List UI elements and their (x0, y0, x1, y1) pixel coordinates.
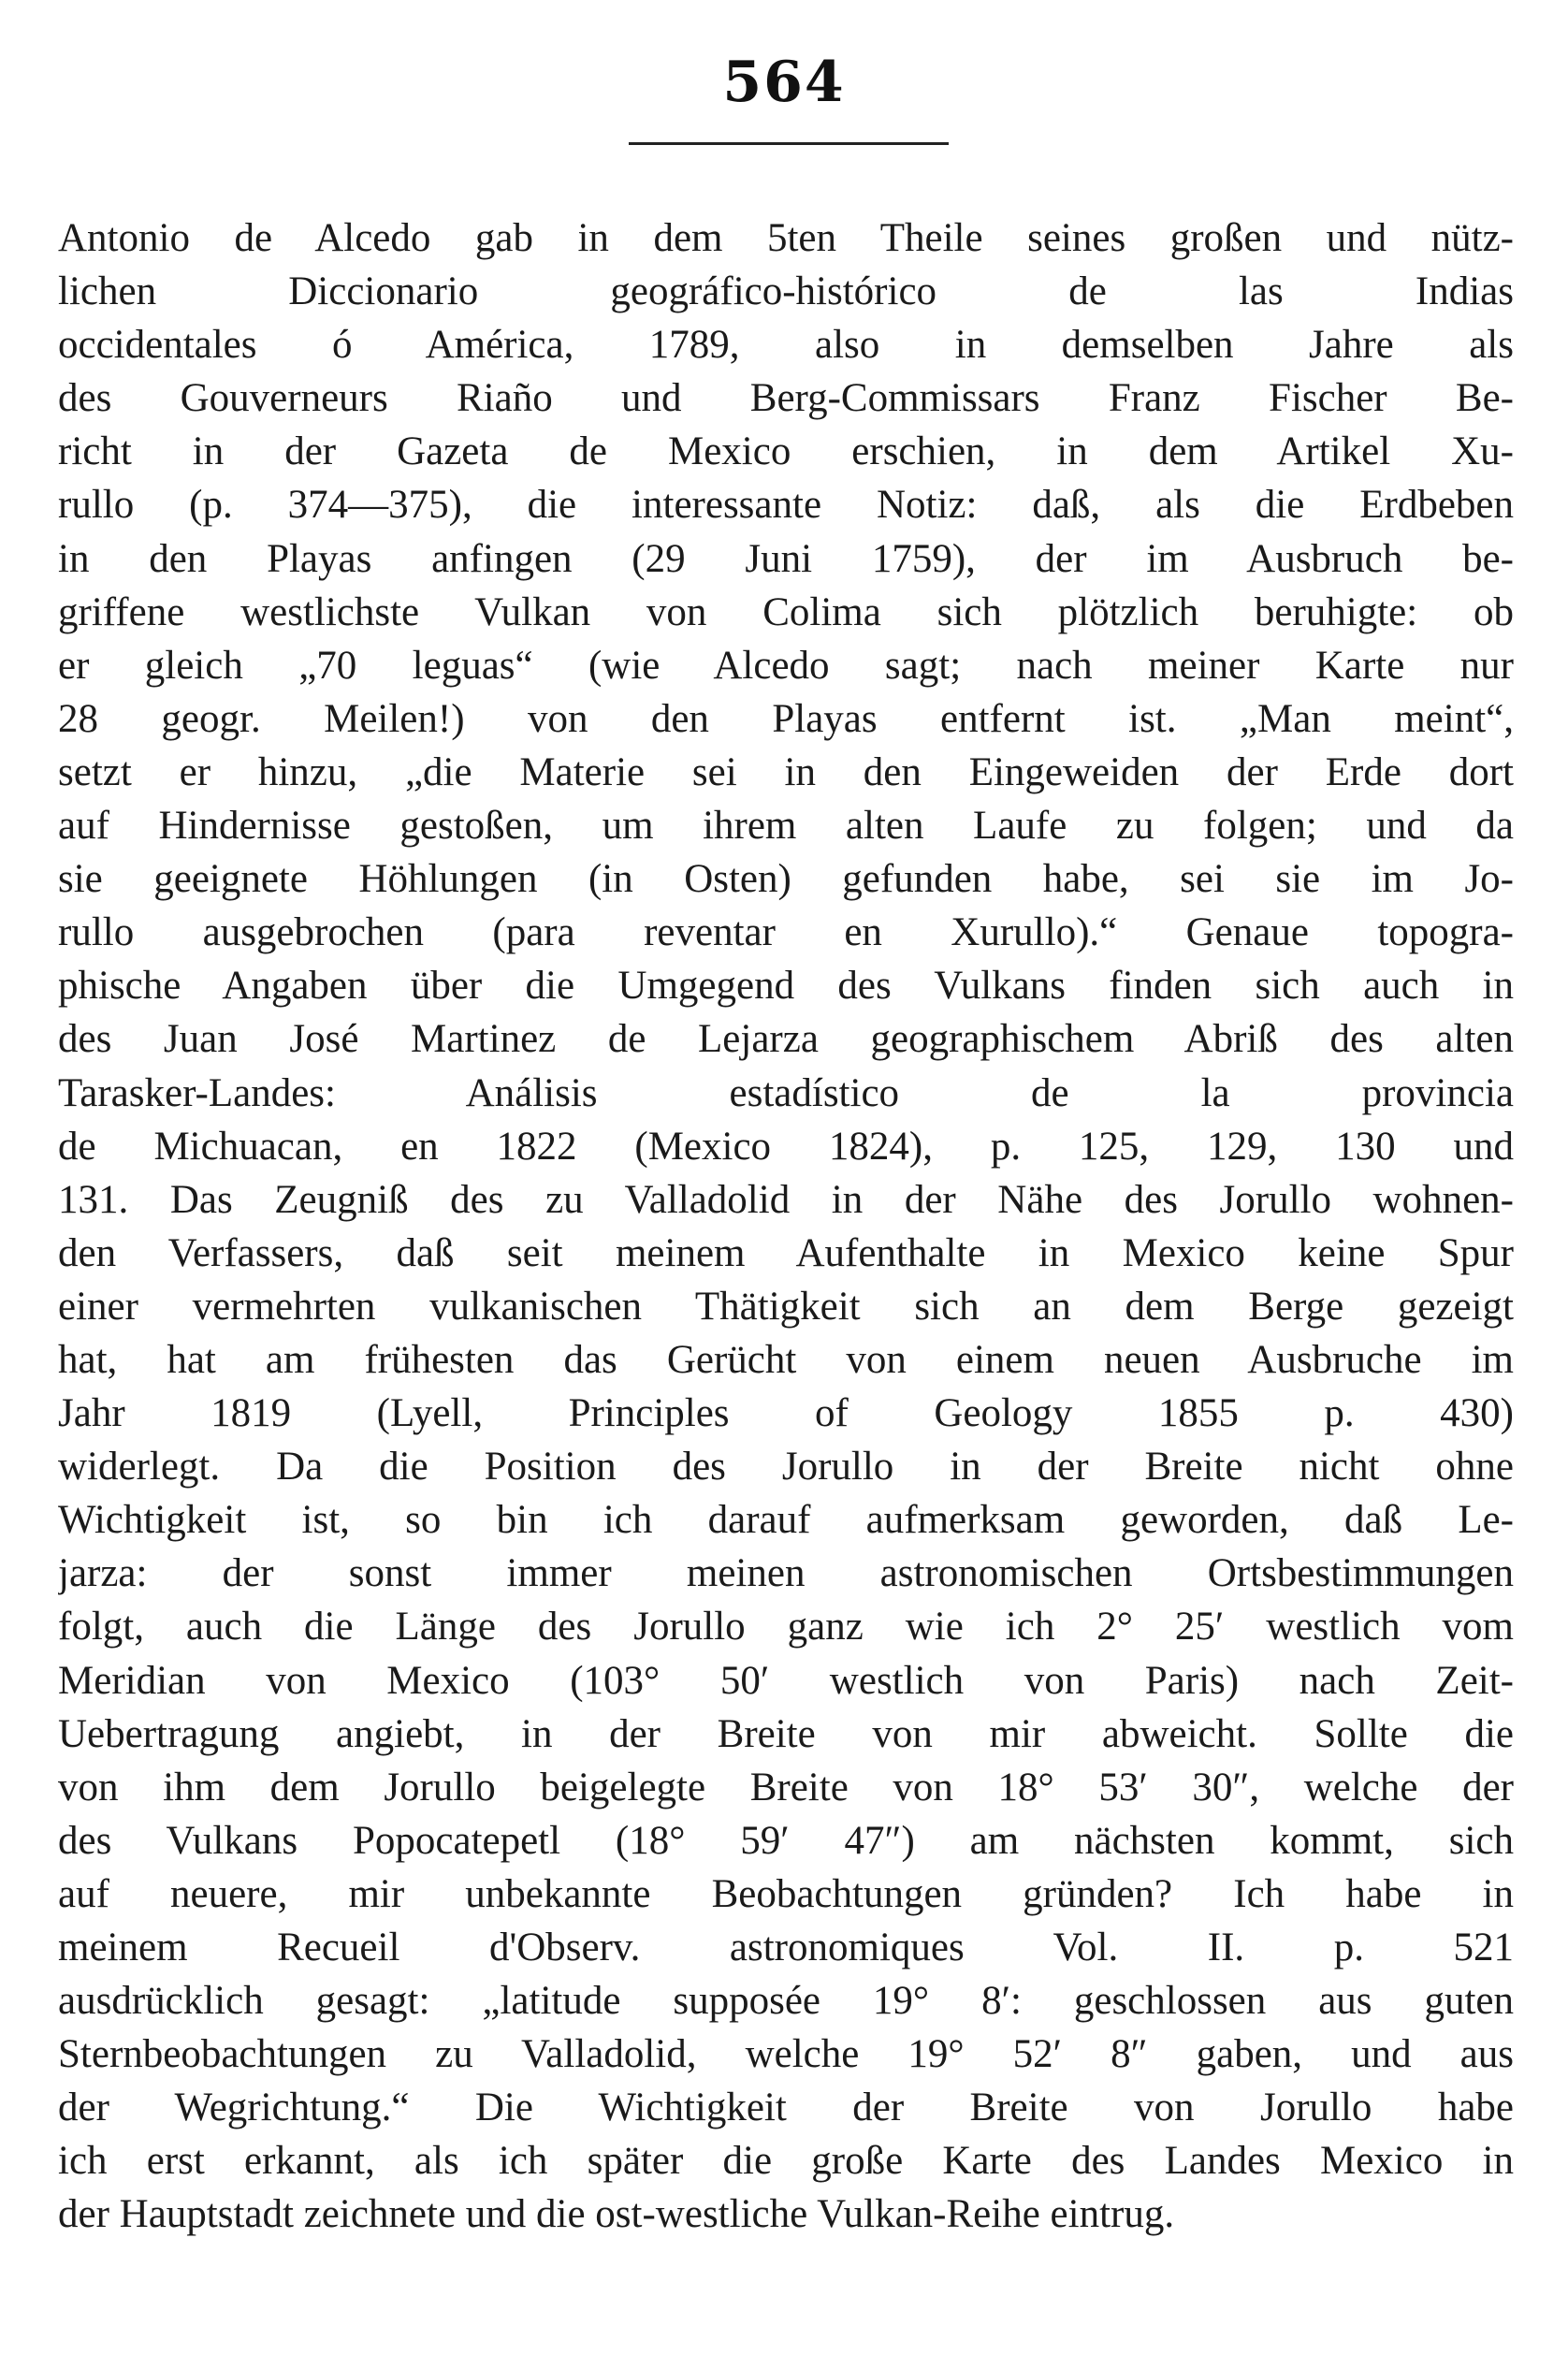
text-line: 131. Das Zeugniß des zu Valladolid in der Nähe des Jorullo wohnen- (58, 1177, 1514, 1222)
text-line: Uebertragung angiebt, in der Breite von mir abweicht. Sollte die (58, 1711, 1514, 1756)
text-line: lichen Diccionario geográfico-histórico de las Indias (58, 269, 1514, 314)
text-line: Tarasker-Landes: Análisis estadístico de la provincia (58, 1070, 1514, 1115)
text-line: jarza: der sonst immer meinen astronomischen Ortsbestimmungen (58, 1551, 1514, 1596)
text-line: Sternbeobachtungen zu Valladolid, welche 19° 52′ 8″ gaben, und aus (58, 2032, 1514, 2077)
text-line: von ihm dem Jorullo beigelegte Breite von 18° 53′ 30″, welche der (58, 1765, 1514, 1809)
text-line: des Gouverneurs Riaño und Berg-Commissars Franz Fischer Be- (58, 376, 1514, 421)
text-line: ich erst erkannt, als ich später die große Karte des Landes Mexico in (58, 2139, 1514, 2184)
text-line: rullo ausgebrochen (para reventar en Xurullo).“ Genaue topogra- (58, 910, 1514, 955)
text-line: in den Playas anfingen (29 Juni 1759), der im Ausbruch be- (58, 536, 1514, 581)
text-line: Jahr 1819 (Lyell, Principles of Geology 1855 p. 430) (58, 1391, 1514, 1436)
header-rule (629, 142, 949, 145)
text-line: des Juan José Martinez de Lejarza geographischem Abriß des alten (58, 1017, 1514, 1062)
text-line: rullo (p. 374—375), die interessante Notiz: daß, als die Erdbeben (58, 483, 1514, 528)
text-line: meinem Recueil d'Observ. astronomiques Vol. II. p. 521 (58, 1926, 1514, 1969)
text-line: Wichtigkeit ist, so bin ich darauf aufmerksam geworden, daß Le- (58, 1498, 1514, 1543)
page-number: 564 (722, 50, 846, 115)
text-line: occidentales ó América, 1789, also in demselben Jahre als (58, 323, 1514, 368)
text-line: auf Hindernisse gestoßen, um ihrem alten Laufe zu folgen; und da (58, 804, 1514, 849)
text-line: des Vulkans Popocatepetl (18° 59′ 47″) am nächsten kommt, sich (58, 1818, 1514, 1863)
text-line: richt in der Gazeta de Mexico erschien, in dem Artikel Xu- (58, 429, 1514, 474)
text-line: hat, hat am frühesten das Gerücht von einem neuen Ausbruche im (58, 1337, 1514, 1382)
text-line: auf neuere, mir unbekannte Beobachtungen gründen? Ich habe in (58, 1871, 1514, 1916)
text-line: den Verfassers, daß seit meinem Aufenthalte in Mexico keine Spur (58, 1230, 1514, 1275)
text-line: griffene westlichste Vulkan von Colima sich plötzlich beruhigte: ob (58, 589, 1514, 634)
text-line: folgt, auch die Länge des Jorullo ganz wie ich 2° 25′ westlich vom (58, 1605, 1514, 1650)
text-line: Meridian von Mexico (103° 50′ westlich von Paris) nach Zeit- (58, 1658, 1514, 1703)
text-line: 28 geogr. Meilen!) von den Playas entfernt ist. „Man meint“, (58, 696, 1514, 741)
text-line: de Michuacan, en 1822 (Mexico 1824), p. 125, 129, 130 und (58, 1124, 1514, 1169)
text-line: ausdrücklich gesagt: „latitude supposée 19° 8′: geschlossen aus guten (58, 1979, 1514, 2024)
text-line: widerlegt. Da die Position des Jorullo in der Breite nicht ohne (58, 1445, 1514, 1490)
body-text (58, 211, 1514, 2242)
text-line: phische Angaben über die Umgegend des Vulkans finden sich auch in (58, 964, 1514, 1009)
text-line: der Hauptstadt zeichnete und die ost-westliche Vulkan-Reihe eintrug. (58, 2192, 1175, 2237)
text-line: einer vermehrten vulkanischen Thätigkeit sich an dem Berge gezeigt (58, 1284, 1514, 1329)
text-line: der Wegrichtung.“ Die Wichtigkeit der Breite von Jorullo habe (58, 2086, 1514, 2130)
text-line: er gleich „70 leguas“ (wie Alcedo sagt; nach meiner Karte nur (58, 643, 1514, 688)
text-line: setzt er hinzu, „die Materie sei in den Eingeweiden der Erde dort (58, 749, 1514, 794)
text-line: Antonio de Alcedo gab in dem 5ten Theile seines großen und nütz- (58, 216, 1514, 260)
text-line: sie geeignete Höhlungen (in Osten) gefunden habe, sei sie im Jo- (58, 857, 1514, 902)
